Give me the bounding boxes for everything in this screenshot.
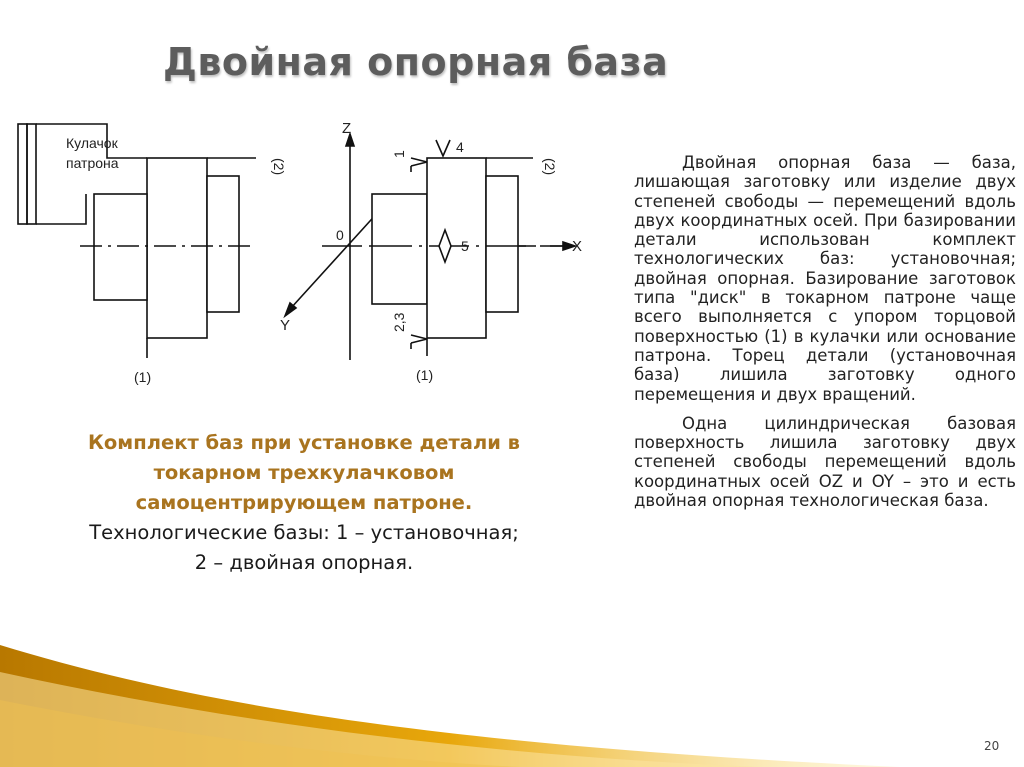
part-hub-left [372, 194, 427, 304]
axis-y-label: Y [280, 317, 291, 334]
part-hub-left [94, 194, 147, 300]
right-drawing [285, 134, 575, 360]
right-base2-label: (2) [542, 158, 558, 176]
part-flange [427, 158, 486, 338]
support-point-1 [411, 158, 427, 166]
left-base2-label: (2) [271, 158, 287, 176]
axis-y [291, 210, 380, 308]
caption-normal-line1: Технологические базы: 1 – установочная; [89, 521, 519, 544]
caption-bold-line1: Комплект баз при установке детали в [87, 431, 521, 454]
page-number: 20 [984, 739, 1000, 753]
point-1-label: 1 [391, 150, 407, 158]
left-base1-label: (1) [134, 369, 152, 385]
caption-bold-line3: самоцентрирующем патроне. [135, 491, 473, 514]
caption-normal-line2: 2 – двойная опорная. [194, 551, 414, 574]
chuck-jaw-inner [27, 124, 36, 224]
part-hub-right [486, 176, 518, 312]
jaw-label-line2: патрона [66, 155, 119, 171]
support-point-4 [436, 140, 450, 156]
description-text [634, 153, 1016, 520]
description-paragraph-1: Двойная опорная база — база, лишающая заготовку или изделие двух степеней свободы — перемещений вдоль двух координатных осей. При базировании детали использован комплект технологических баз: установочная; двойная опорная. Базирование заготовок типа "диск" в токарном патроне чаще всего выполняется с упором торцовой поверхностью (1) в кулачки или основание патрона. Торец детали (установочная база) лишила заготовку одного перемещения и двух вращений. [634, 153, 1016, 404]
point-23-label: 2,3 [391, 312, 407, 332]
axis-x-label: X [572, 238, 583, 255]
axis-z-label: Z [342, 120, 352, 137]
chuck-jaw [18, 124, 27, 224]
point-4-label: 4 [456, 139, 464, 155]
jaw-label-line1: Кулачок [66, 135, 118, 151]
left-drawing [18, 124, 256, 358]
origin-label: 0 [336, 227, 344, 243]
diagram-caption [30, 428, 578, 578]
page-title: Двойная опорная база [163, 40, 669, 84]
caption-bold-line2: токарном трехкулачковом [153, 461, 455, 484]
description-paragraph-2: Одна цилиндрическая базовая поверхность лишила заготовку двух степеней свободы перемещений вдоль координатных осей OZ и OY – это и есть двойная опорная технологическая база. [634, 413, 1016, 511]
point-5-label: 5 [461, 238, 469, 254]
support-point-23 [411, 335, 427, 343]
part-flange [147, 158, 207, 338]
right-base1-label: (1) [416, 367, 434, 383]
part-hub-right [207, 176, 239, 312]
